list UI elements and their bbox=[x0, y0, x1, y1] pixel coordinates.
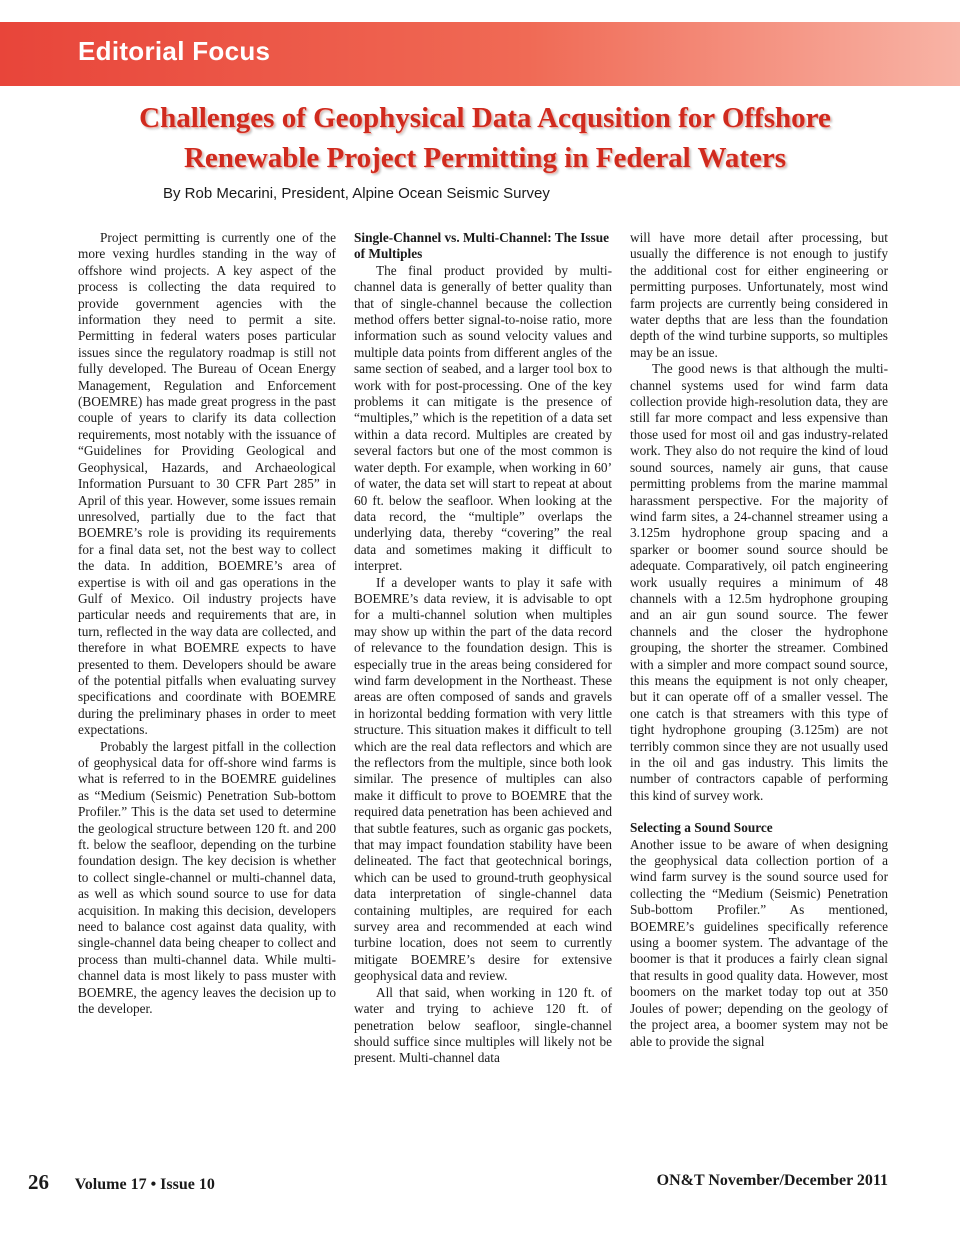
section-heading: Selecting a Sound Source bbox=[630, 820, 773, 836]
section-banner bbox=[0, 22, 960, 86]
article-title-line-1: Challenges of Geophysical Data Acqusition for Offshore bbox=[139, 102, 831, 134]
article-column-2 bbox=[354, 230, 612, 1067]
paragraph: The final product provided by multi-channel data is generally of better quality than that of single-channel because the collection method offers better signal-to-noise ratio, more information such as sound velocity values and multiple data points from different angles of the same section of seabed, and a larger tool box to work with for post-processing. One of the key problems it can mitigate is the presence of “multiples,” which is the repetition of a data set within a data record. Multiples are created by several factors but one of the most common is water depth. For example, when working in 60’ of water, the data set will start to repeat at about 60 ft. below the seafloor. When looking at the data record, the “multiple” overlaps the underlying data, thereby “covering” the real data and sometimes making it difficult to interpret. bbox=[354, 262, 612, 574]
paragraph: Another issue to be aware of when designing the geophysical data collection portion of a wind farm survey is the sound source used for collecting the “Medium (Seismic) Penetration Sub-bottom Profiler.” As mentioned, BOEMRE’s guidelines specifically reference using a boomer system. The advantage of the boomer is that it produces a fairly clean signal that results in good quality data. However, most boomers on the market today top out at 350 Joules of power; depending on the geology of the project area, a boomer system may not be able to provide the signal bbox=[630, 836, 888, 1049]
article-column-3 bbox=[630, 230, 888, 1050]
page-number: 26 bbox=[28, 1170, 49, 1194]
footer-left bbox=[28, 1170, 215, 1195]
paragraph: The good news is that although the multi-channel systems used for wind farm data collection provide high-resolution data, they are still far more compact and less expensive than those used for most oil and gas industry-related work. They also do not require the kind of loud sound sources, namely air guns, that cause permitting problems from the marine mammal harassment perspective. For the majority of wind farm sites, a 24-channel streamer using a 3.125m hydrophone group spacing and a sparker or boomer sound source should be adequate. Comparatively, oil patch engineering work usually requires a minimum of 48 channels with a 12.5m hydrophone grouping and an air gun sound source. The fewer channels and the closer the hydrophone grouping, the shorter the streamer. Combined with a simpler and more compact sound source, this means the equipment is not only cheaper, but it can operate off of a smaller vessel. The one catch is that streamers with this type of tight hydrophone grouping (3.125m) are not terribly common since they are not usually used in the oil and gas industry. This limits the number of contractors capable of performing this kind of survey work. bbox=[630, 361, 888, 803]
issue-info: Volume 17 • Issue 10 bbox=[74, 1176, 215, 1193]
byline: By Rob Mecarini, President, Alpine Ocean Seismic Survey bbox=[163, 185, 550, 202]
publication-date: ON&T November/December 2011 bbox=[656, 1172, 888, 1189]
paragraph: Probably the largest pitfall in the collection of geophysical data for off-shore wind farms is what is referred to in the BOEMRE guidelines as “Medium (Seismic) Penetration Sub-bottom Profiler.” This is the data set used to determine the geological structure between 120 ft. and 200 ft. below the seafloor, depending on the turbine foundation design. The key decision is whether to collect single-channel or multi-channel data, as well as which sound source to use for data acquisition. In making this decision, developers need to balance cost against data quality, with single-channel data being cheaper to collect and process than multi-channel data. While multi-channel data is most likely to pass muster with BOEMRE, the agency leaves the decision up to the developer. bbox=[78, 738, 336, 1017]
paragraph: Project permitting is currently one of the more vexing hurdles standing in the way of offshore wind projects. A key aspect of the process is collecting the data required to provide government agencies with the information they need to permit a site. Permitting in federal waters poses particular issues since the regulatory roadmap is still not fully developed. The Bureau of Ocean Energy Management, Regulation and Enforcement (BOEMRE) has made great progress in the past couple of years to clarify its data collection requirements, most notably with the issuance of “Guidelines for Providing Geological and Geophysical, Hazards, and Archaeological Information Pursuant to 30 CFR Part 285” in April of this year. However, some issues remain unresolved, partially due to the fact that BOEMRE’s role is providing its requirements for a final data set, not the best way to collect the data. In addition, BOEMRE’s area of expertise is with oil and gas operations in the Gulf of Mexico. Oil industry projects have particular needs and requirements that are, in turn, reflected in the way data are collected, and therefore in what BOEMRE expects to have presented to them. Developers should be aware of the potential pitfalls when evaluating survey specifications and coordinate with BOEMRE during the preliminary phases in order to meet expectations. bbox=[78, 230, 336, 738]
article-title-line-2: Renewable Project Permitting in Federal Waters bbox=[183, 142, 787, 174]
paragraph: If a developer wants to play it safe with BOEMRE’s data review, it is advisable to opt for a multi-channel solution when multiples may show up within the part of the data record of relevance to the foundation design. This is especially true in the areas being considered for wind farm development in the Northeast. These areas are often composed of sands and gravels in horizontal bedding formation with very little structure. This situation makes it difficult to tell which are the real data reflectors and which are the reflectors from the multiple, since both look similar. The presence of multiples can also make it difficult to prove to BOEMRE that the required data penetration has been achieved and that subtle features, such as organic gas pockets, that may impact foundation stability have been delineated. The fact that geotechnical borings, which can be used to ground-truth geophysical data interpretation of single-channel data containing multiples, are required for each survey area and recommended at each wind turbine location, does not seem to currently mitigate BOEMRE’s desire for extensive geophysical data and review. bbox=[354, 574, 612, 984]
section-label: Editorial Focus bbox=[78, 36, 271, 66]
section-heading: Single-Channel vs. Multi-Channel: The Issue of Multiples bbox=[354, 230, 610, 262]
paragraph: will have more detail after processing, but usually the difference is not enough to justify the additional cost for either engineering or permitting purposes. Unfortunately, most wind farm projects are currently being considered in water depths that are less than the foundation depth of the wind turbine supports, so multiples may be an issue. bbox=[630, 230, 888, 360]
paragraph: All that said, when working in 120 ft. of water and trying to achieve 120 ft. of penetration below seafloor, single-channel should suffice since multiples will likely not be present. Multi-channel data bbox=[354, 984, 612, 1066]
article-column-1 bbox=[78, 230, 336, 1018]
article-title bbox=[60, 98, 910, 178]
